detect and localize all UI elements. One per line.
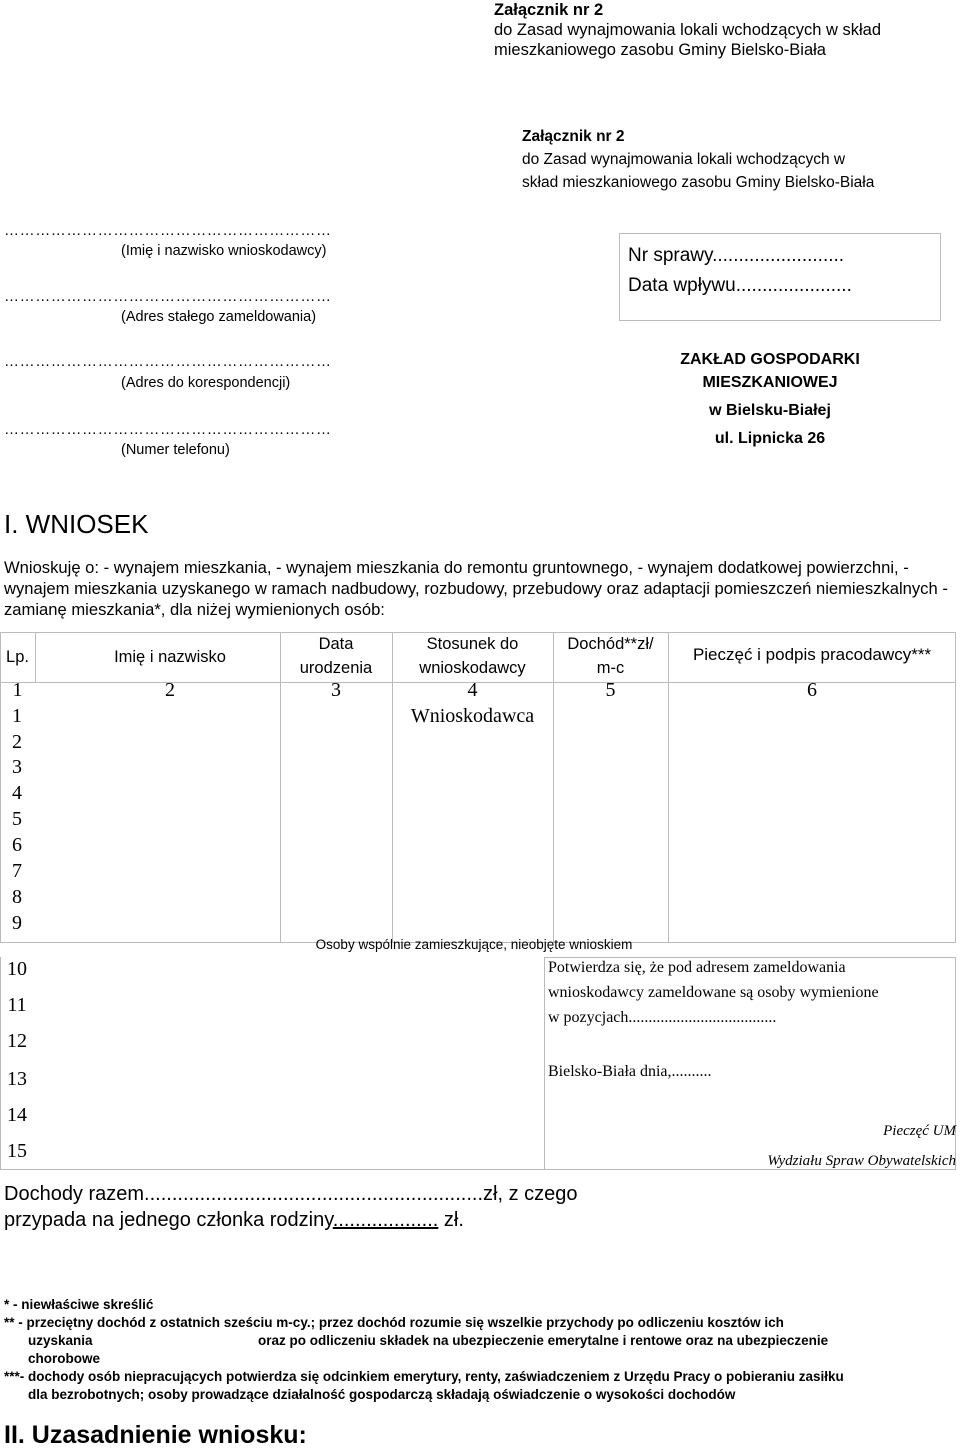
- header-income-line: Dochód**zł/: [567, 635, 654, 653]
- attachment-subtitle-line: skład mieszkaniowego zasobu Gminy Bielsko-Biała: [522, 174, 875, 191]
- row-number: 1: [12, 705, 22, 727]
- header-income: [553, 634, 668, 678]
- confirmation-date-field[interactable]: Bielsko-Biała dnia,..........: [548, 1063, 712, 1080]
- row-number: 14: [7, 1104, 27, 1126]
- footnote-part: oraz po odliczeniu składek na ubezpieczenie emerytalne i rentowe oraz na ubezpieczenie: [258, 1333, 829, 1348]
- footnote: ***- dochody osób niepracujących potwierdza się odcinkiem emerytury, renty, zaświadczeniem z Urzędu Pracy o pobieraniu zasiłku: [4, 1369, 844, 1384]
- row-number: 3: [12, 756, 22, 778]
- row-number: 8: [12, 886, 22, 908]
- case-number-field[interactable]: Nr sprawy.........................: [628, 245, 845, 266]
- per-member-label: przypada na jednego członka rodziny: [4, 1209, 333, 1231]
- office-street: ul. Lipnicka 26: [714, 430, 826, 447]
- footnote: * - niewłaściwe skreślić: [4, 1297, 154, 1312]
- receipt-date-field[interactable]: Data wpływu......................: [628, 275, 852, 296]
- office-name-line2: MIESZKANIOWEJ: [702, 374, 838, 391]
- row-number: 6: [12, 834, 22, 856]
- header-relation-line: wnioskodawcy: [419, 659, 526, 677]
- stamp-label: Wydziału Spraw Obywatelskich: [767, 1153, 956, 1169]
- table-border: [0, 632, 956, 633]
- header-name: Imię i nazwisko: [114, 648, 226, 666]
- attachment-subtitle-line: mieszkaniowego zasobu Gminy Bielsko-Biała: [494, 41, 826, 59]
- correspondence-field-line[interactable]: ………………………………………………………: [4, 353, 332, 370]
- correspondence-field-label: (Adres do korespondencji): [121, 375, 291, 391]
- footnote-part: uzyskania: [28, 1333, 93, 1348]
- col-number: 2: [165, 679, 175, 701]
- row-number: 5: [12, 808, 22, 830]
- phone-field-label: (Numer telefonu): [121, 442, 230, 458]
- table-border: [0, 957, 1, 1169]
- applicant-relation: Wnioskodawca: [410, 705, 535, 727]
- persons-table: [0, 632, 956, 1185]
- row-number: 7: [12, 860, 22, 882]
- row-number: 4: [12, 782, 22, 804]
- footnote: [4, 1332, 954, 1350]
- office-city: w Bielsku-Białej: [709, 402, 831, 419]
- office-name-line1: ZAKŁAD GOSPODARKI: [680, 351, 860, 368]
- section-title: II. Uzasadnienie wniosku:: [4, 1421, 307, 1449]
- attachment-header-second: [522, 125, 874, 194]
- footnote: chorobowe: [28, 1351, 101, 1366]
- row-number: 12: [7, 1030, 27, 1052]
- attachment-subtitle-line: do Zasad wynajmowania lokali wchodzących w: [522, 151, 846, 168]
- per-member-income-field[interactable]: ...................: [332, 1209, 439, 1231]
- row-number: 9: [12, 912, 22, 934]
- attachment-title: Załącznik nr 2: [522, 128, 625, 145]
- footnote: dla bezrobotnych; osoby prowadzące działalność gospodarczą składają oświadczenie o wysokości dochodów: [28, 1387, 736, 1402]
- residence-confirmation: [548, 955, 958, 1084]
- header-income-line: m-c: [596, 659, 625, 677]
- header-relation-line: Stosunek do: [426, 635, 519, 653]
- header-relation: [392, 634, 553, 678]
- row-number: 15: [7, 1140, 27, 1162]
- per-member-income-line: [4, 1207, 578, 1233]
- case-number-box: [619, 233, 941, 321]
- col-number: 3: [331, 679, 341, 701]
- row-number: 10: [7, 958, 27, 980]
- header-birth: [280, 634, 392, 678]
- footnotes: [4, 1296, 954, 1404]
- currency-label: zł.: [438, 1209, 464, 1231]
- header-stamp: Pieczęć i podpis pracodawcy***: [692, 645, 932, 664]
- phone-field-line[interactable]: ………………………………………………………: [4, 421, 332, 438]
- income-summary: [4, 1181, 578, 1233]
- col-number: 1: [12, 679, 23, 701]
- stamp-label: Pieczęć UM: [883, 1123, 956, 1139]
- name-field-line[interactable]: ………………………………………………………: [4, 222, 332, 239]
- confirmation-line: wnioskodawcy zameldowane są osoby wymienione: [548, 984, 879, 1001]
- header-birth-line: urodzenia: [299, 659, 373, 677]
- name-field-label: (Imię i nazwisko wnioskodawcy): [121, 243, 327, 259]
- col-number: 5: [605, 679, 616, 701]
- address-field-line[interactable]: ………………………………………………………: [4, 288, 332, 305]
- table-divider: [35, 632, 36, 682]
- attachment-header-top: [494, 0, 881, 60]
- confirmation-line: Potwierdza się, że pod adresem zameldowania: [548, 959, 846, 976]
- confirmation-box-border: [544, 957, 545, 1169]
- col-number: 4: [467, 679, 478, 701]
- header-birth-line: Data: [318, 635, 354, 653]
- row-number: 11: [7, 994, 27, 1016]
- footnote: ** - przeciętny dochód z ostatnich sześciu m-cy.; przez dochód rozumie się wszelkie przychody po odliczeniu kosztów ich: [4, 1315, 784, 1330]
- col-number: 6: [807, 679, 817, 701]
- cohabitants-heading: Osoby wspólnie zamieszkujące, nieobjęte wnioskiem: [315, 937, 633, 952]
- positions-field[interactable]: w pozycjach.....................................: [548, 1009, 777, 1026]
- attachment-subtitle-line: do Zasad wynajmowania lokali wchodzących w skład: [494, 21, 882, 39]
- total-income-field[interactable]: Dochody razem.............................................................zł, z czego: [4, 1183, 578, 1205]
- section-title: I. WNIOSEK: [4, 509, 149, 539]
- row-number: 13: [7, 1068, 27, 1090]
- attachment-title: Załącznik nr 2: [494, 1, 604, 19]
- header-lp: Lp.: [6, 648, 29, 666]
- request-text: Wnioskuję o: - wynajem mieszkania, - wynajem mieszkania do remontu gruntownego, - wynajem dodatkowej powierzchni, - wynajem mieszkania uzyskanego w ramach nadbudowy, rozbudowy, przebudowy oraz adaptacji pomieszczeń niemieszkalnych - zamianę mieszkania*, dla niżej wymienionych osób:: [4, 558, 948, 619]
- row-number: 2: [12, 731, 22, 753]
- address-field-label: (Adres stałego zameldowania): [121, 309, 317, 325]
